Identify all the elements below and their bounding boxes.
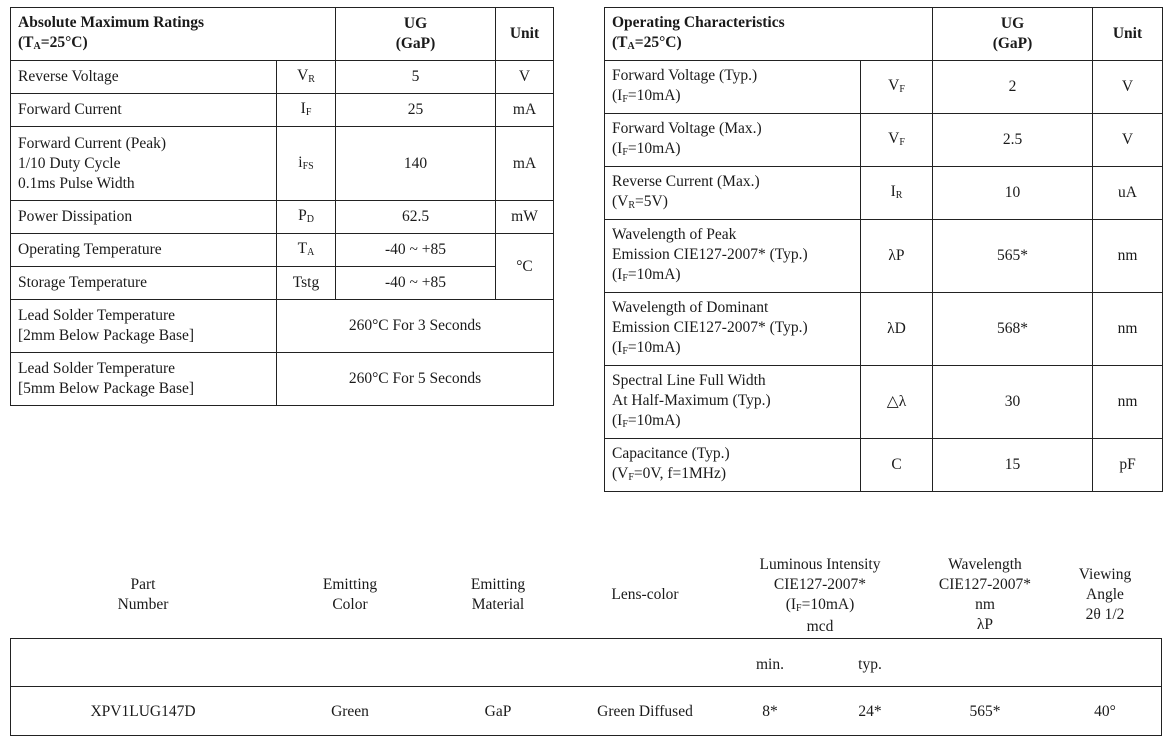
value-cell: 2.5 (933, 114, 1093, 167)
unit-cell: mW (496, 201, 554, 234)
param-cell: Lead Solder Temperature [2mm Below Package Base] (11, 300, 277, 353)
cell-emitting-color: Green (331, 703, 369, 720)
header-emitting-color: Emitting Color (322, 576, 378, 613)
value-cell: 30 (933, 366, 1093, 439)
param-cell: Power Dissipation (11, 201, 277, 234)
part-table-divider (10, 686, 1162, 687)
table-row (11, 127, 554, 201)
symbol-cell: $I_R$ (861, 167, 933, 220)
table-condition: $(T_A=25^\circ C)$ (612, 34, 682, 52)
value-cell: 5 (336, 61, 496, 94)
symbol-cell: λD (861, 293, 933, 366)
col-header-unit: Unit (1093, 8, 1163, 61)
symbol-cell: C (861, 439, 933, 492)
param-cell: Wavelength of Dominant Emission CIE127-2007* (Typ.) $(I_F=10mA)$ (605, 293, 861, 366)
unit-cell: °C (496, 234, 554, 300)
table-row (605, 114, 1163, 167)
symbol-cell: △λ (861, 366, 933, 439)
col-header-ug: UG (GaP) (336, 8, 496, 61)
param-cell: Lead Solder Temperature [5mm Below Package Base] (11, 353, 277, 406)
table-row (11, 353, 554, 406)
param-cell: Storage Temperature (11, 267, 277, 300)
table-row (11, 94, 554, 127)
value-cell: 260°C For 3 Seconds (277, 300, 554, 353)
subheader-min: min. (756, 656, 784, 673)
unit-cell: nm (1093, 366, 1163, 439)
table-row (605, 439, 1163, 492)
param-cell: Forward Current (Peak) 1/10 Duty Cycle 0.1ms Pulse Width (11, 127, 277, 201)
param-cell: Forward Voltage (Max.) $(I_F=10mA)$ (605, 114, 861, 167)
table-row (605, 366, 1163, 439)
unit-cell: mA (496, 127, 554, 201)
table-row (11, 267, 554, 300)
value-cell: 25 (336, 94, 496, 127)
unit-cell: nm (1093, 220, 1163, 293)
operating-characteristics-table (604, 7, 1163, 492)
value-cell: 62.5 (336, 201, 496, 234)
symbol-cell: $i_{FS}$ (277, 127, 336, 201)
param-cell: Reverse Voltage (11, 61, 277, 94)
op-title-cell (605, 8, 933, 61)
cell-viewing-angle: 40° (1094, 703, 1116, 720)
symbol-cell: $P_D$ (277, 201, 336, 234)
value-cell: 10 (933, 167, 1093, 220)
cell-wavelength: 565* (969, 703, 1001, 720)
table-condition: $(T_A=25^\circ C)$ (18, 34, 88, 52)
col-header-unit: Unit (496, 8, 554, 61)
table-row (605, 220, 1163, 293)
table-header-row (11, 8, 554, 61)
symbol-cell: $V_R$ (277, 61, 336, 94)
value-cell: -40 ~ +85 (336, 234, 496, 267)
value-cell: 2 (933, 61, 1093, 114)
table-row (605, 293, 1163, 366)
header-part-number: Part Number (117, 576, 169, 613)
value-cell: 565* (933, 220, 1093, 293)
param-cell: Reverse Current (Max.) $(V_R=5V)$ (605, 167, 861, 220)
header-viewing-angle: Viewing Angle 2θ 1/2 (1078, 566, 1132, 623)
table-row (11, 234, 554, 267)
header-luminous-intensity: Luminous Intensity CIE127-2007* $(I_F=10mA)$ mcd (759, 556, 881, 635)
param-cell: Capacitance (Typ.) ($V_F=0V$, f=1MHz) (605, 439, 861, 492)
table-title: Absolute Maximum Ratings (18, 14, 205, 31)
param-cell: Spectral Line Full Width At Half-Maximum (Typ.) $(I_F=10mA)$ (605, 366, 861, 439)
table-title: Operating Characteristics (612, 14, 785, 31)
table-row (11, 61, 554, 94)
symbol-cell: Tstg (277, 267, 336, 300)
absolute-max-ratings-table (10, 7, 554, 406)
header-wavelength: Wavelength CIE127-2007* nm λP (938, 556, 1032, 633)
cell-part-number: XPV1LUG147D (90, 703, 196, 720)
cell-emitting-material: GaP (484, 703, 512, 720)
symbol-cell: $T_A$ (277, 234, 336, 267)
cell-lens-color: Green Diffused (597, 703, 693, 720)
unit-cell: V (1093, 114, 1163, 167)
unit-cell: V (1093, 61, 1163, 114)
unit-cell: mA (496, 94, 554, 127)
cell-luminous-typ: 24* (858, 703, 882, 720)
value-cell: 15 (933, 439, 1093, 492)
header-emitting-material: Emitting Material (470, 576, 526, 613)
param-cell: Forward Voltage (Typ.) $(I_F=10mA)$ (605, 61, 861, 114)
value-cell: 568* (933, 293, 1093, 366)
symbol-cell: λP (861, 220, 933, 293)
header-lens-color: Lens-color (611, 586, 679, 603)
col-header-ug: UG (GaP) (933, 8, 1093, 61)
symbol-cell: $I_F$ (277, 94, 336, 127)
subheader-typ: typ. (858, 656, 882, 673)
value-cell: 140 (336, 127, 496, 201)
table-row (11, 201, 554, 234)
symbol-cell: $V_F$ (861, 114, 933, 167)
param-cell: Forward Current (11, 94, 277, 127)
value-cell: -40 ~ +85 (336, 267, 496, 300)
param-cell: Operating Temperature (11, 234, 277, 267)
cell-luminous-min: 8* (762, 703, 778, 720)
table-row (605, 167, 1163, 220)
unit-cell: nm (1093, 293, 1163, 366)
param-cell: Wavelength of Peak Emission CIE127-2007* (Typ.) $(I_F=10mA)$ (605, 220, 861, 293)
unit-cell: pF (1093, 439, 1163, 492)
value-cell: 260°C For 5 Seconds (277, 353, 554, 406)
unit-cell: V (496, 61, 554, 94)
abs-title-cell (11, 8, 336, 61)
symbol-cell: $V_F$ (861, 61, 933, 114)
unit-cell: uA (1093, 167, 1163, 220)
table-row (605, 61, 1163, 114)
table-row (11, 300, 554, 353)
table-header-row (605, 8, 1163, 61)
